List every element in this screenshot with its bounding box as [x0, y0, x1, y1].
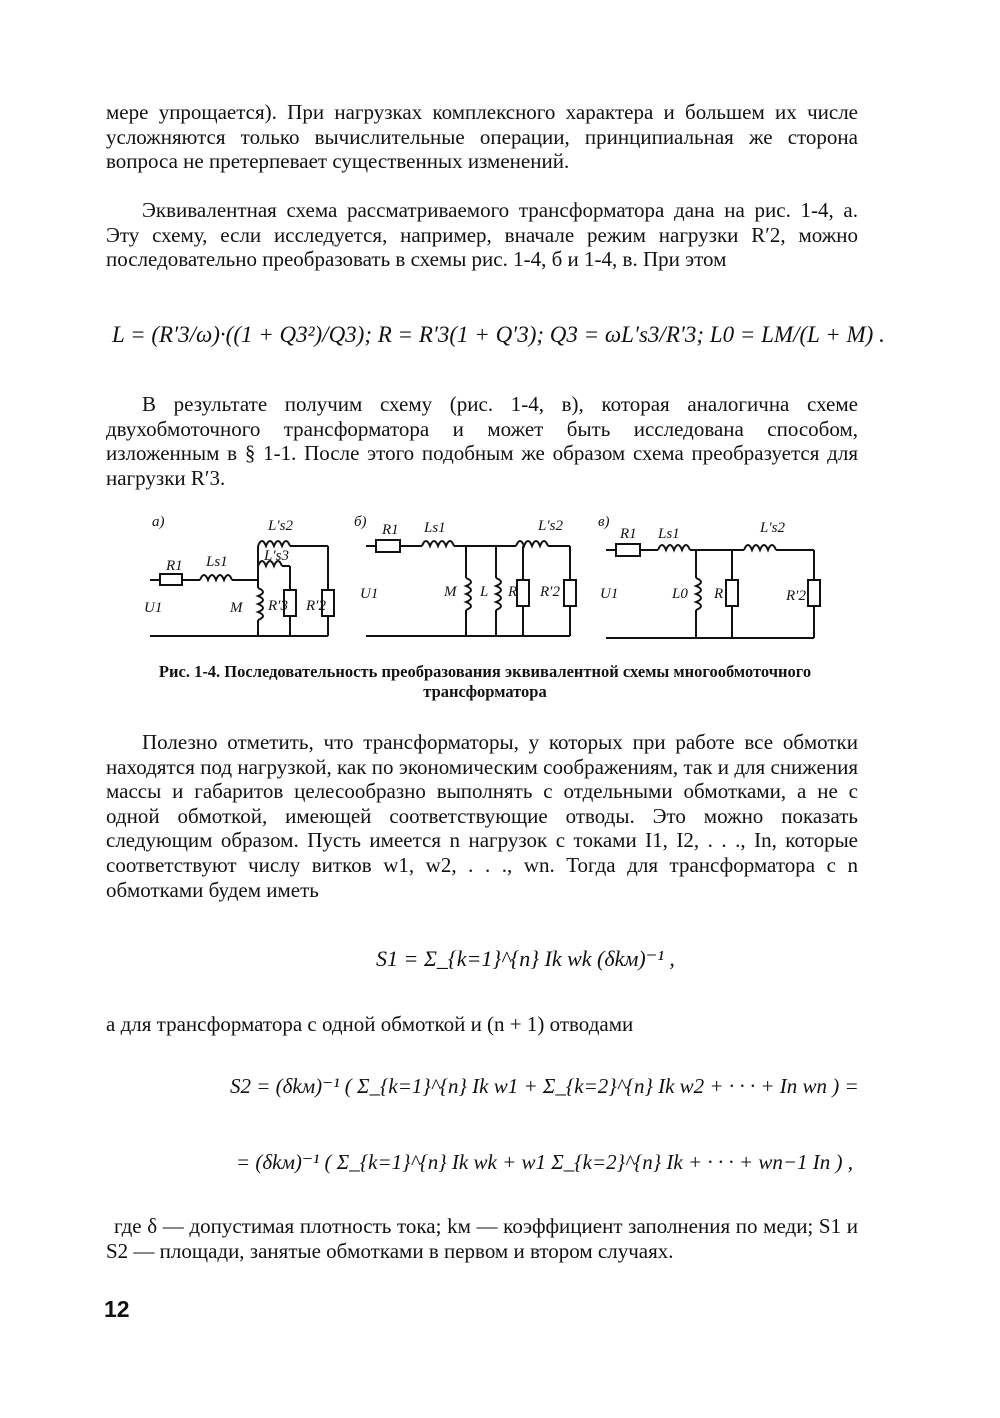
label-b-ls2: L′s2	[538, 518, 563, 534]
panel-a-tag: а)	[152, 514, 165, 530]
label-a-ls2: L′s2	[268, 518, 293, 534]
equation-3b: = (δkм)⁻¹ ( Σ_{k=1}^{n} Ik wk + w1 Σ_{k=2}^{n} Ik + · · · + wn−1 In ) ,	[236, 1150, 853, 1174]
paragraph-1: мере упрощается). При нагрузках комплексного характера и большем их числе усложняются только вычислительные операции, принципиальная же сторона вопроса не претерпевает существенных изменений.	[106, 100, 858, 174]
figure-1-4	[138, 508, 838, 658]
label-c-l0: L0	[672, 586, 688, 602]
label-a-ls3: L′s3	[264, 548, 289, 564]
label-b-ls1: Ls1	[424, 520, 446, 536]
paragraph-4: Полезно отметить, что трансформаторы, у которых при работе все обмотки находятся под нагрузкой, как по экономическим соображениям, так и для снижения массы и габаритов целесообразно выполнять с отдельными обмотками, а не с одной обмоткой, имеющей соответствующие отводы. Это можно показать следующим образом. Пусть имеется n нагрузок с токами I1, I2, . . ., In, которые соответствуют числу витков w1, w2, . . ., wn. Тогда для трансформатора с n обмотками будем иметь	[106, 730, 858, 902]
label-b-m: M	[444, 584, 457, 600]
label-b-u1: U1	[360, 586, 379, 602]
label-c-r: R	[714, 586, 724, 602]
label-a-u1: U1	[144, 600, 163, 616]
page-number: 12	[104, 1296, 130, 1322]
label-a-r2: R′2	[306, 598, 326, 614]
label-b-r2: R′2	[540, 584, 560, 600]
label-a-r1: R1	[166, 558, 183, 574]
label-b-l: L	[480, 584, 489, 600]
panel-c-tag: в)	[598, 514, 610, 530]
paragraph-6: где δ — допустимая плотность тока; kм — коэффициент заполнения по меди; S1 и S2 — площади, занятые обмотками в первом и втором случаях.	[106, 1214, 858, 1263]
label-c-r1: R1	[620, 526, 637, 542]
equation-1: L = (R′3/ω)·((1 + Q3²)/Q3); R = R′3(1 + Q′3); Q3 = ωL′s3/R′3; L0 = LM/(L + M) .	[112, 322, 885, 347]
equation-2: S1 = Σ_{k=1}^{n} Ik wk (δkм)⁻¹ ,	[376, 946, 675, 971]
label-c-ls2: L′s2	[760, 520, 785, 536]
paragraph-5: а для трансформатора с одной обмоткой и (n + 1) отводами	[106, 1012, 634, 1036]
paragraph-2: Эквивалентная схема рассматриваемого трансформатора дана на рис. 1-4, а. Эту схему, если исследуется, например, вначале режим нагрузки R′2, можно последовательно преобразовать в схемы рис. 1-4, б и 1-4, в. При этом	[106, 198, 858, 272]
label-c-u1: U1	[600, 586, 619, 602]
label-a-ls1: Ls1	[206, 554, 228, 570]
label-b-r1: R1	[382, 522, 399, 538]
label-a-m: M	[230, 600, 243, 616]
panel-b-tag: б)	[354, 514, 367, 530]
label-a-r3: R′3	[268, 598, 288, 614]
label-c-ls1: Ls1	[658, 526, 680, 542]
figure-caption: Рис. 1-4. Последовательность преобразования эквивалентной схемы многообмоточного трансформатора	[158, 662, 812, 701]
label-b-r: R	[508, 584, 518, 600]
equation-3a: S2 = (δkм)⁻¹ ( Σ_{k=1}^{n} Ik w1 + Σ_{k=2}^{n} Ik w2 + · · · + In wn ) =	[230, 1074, 859, 1098]
label-c-r2: R′2	[786, 588, 806, 604]
paragraph-3: В результате получим схему (рис. 1-4, в), которая аналогична схеме двухобмоточного трансформатора и может быть исследована способом, изложенным в § 1-1. После этого подобным же образом схема преобразуется для нагрузки R′3.	[106, 392, 858, 490]
